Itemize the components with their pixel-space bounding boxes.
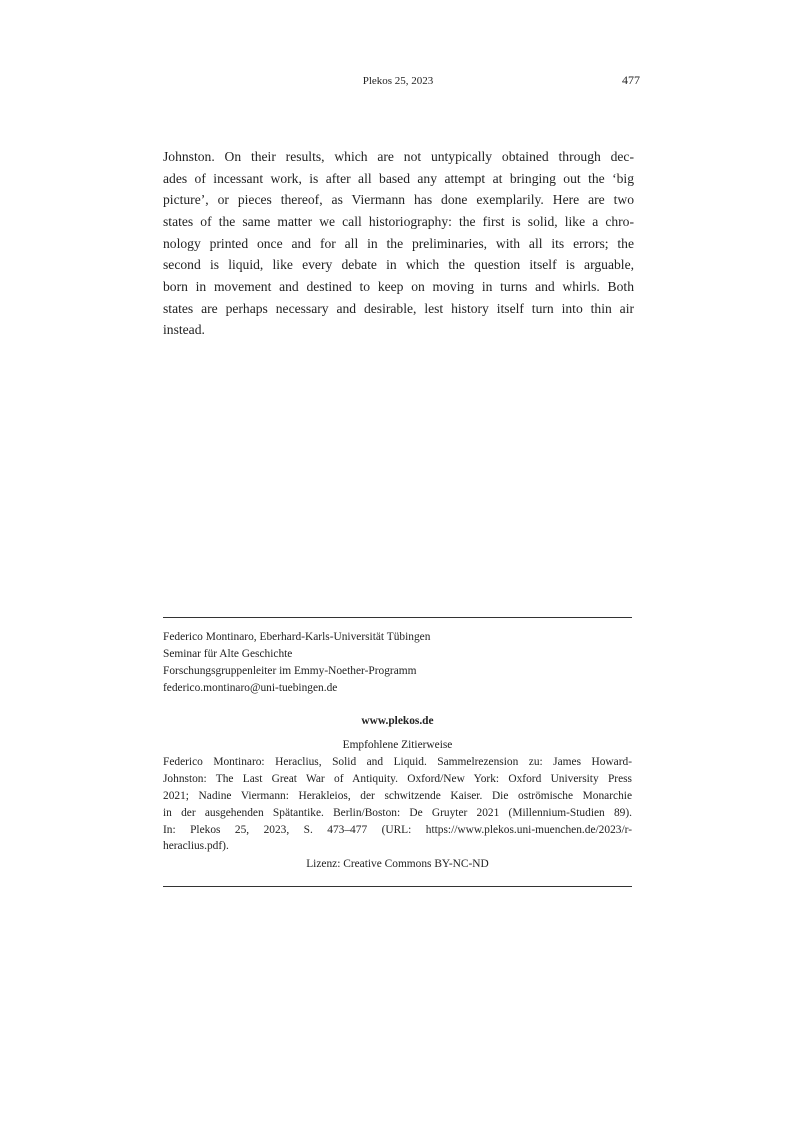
- page-number: 477: [622, 73, 640, 87]
- citation-heading: Empfohlene Zitierweise: [342, 739, 453, 751]
- body-line: second is liquid, like every debate in which the question itself is arguable,: [163, 257, 634, 272]
- divider-bottom: [163, 886, 632, 887]
- citation-line: 2021; Nadine Viermann: Herakleios, der schwitzende Kaiser. Die oströmische Monarchie: [163, 790, 632, 802]
- author-email[interactable]: federico.montinaro@uni-tuebingen.de: [163, 682, 338, 694]
- body-line: born in movement and destined to keep on moving in turns and whirls. Both: [163, 279, 634, 294]
- citation-line: heraclius.pdf).: [163, 840, 229, 852]
- website-link[interactable]: www.plekos.de: [361, 715, 434, 727]
- body-line: states are perhaps necessary and desirable, lest history itself turn into thin air: [163, 301, 634, 316]
- citation-line: Federico Montinaro: Heraclius, Solid and Liquid. Sammelrezension zu: James Howard-: [163, 756, 632, 768]
- body-line: nology printed once and for all in the preliminaries, with all its errors; the: [163, 236, 634, 251]
- author-name-affiliation: Federico Montinaro, Eberhard-Karls-Universität Tübingen: [163, 631, 431, 643]
- body-line: instead.: [163, 322, 205, 337]
- citation-line: in der ausgehenden Spätantike. Berlin/Boston: De Gruyter 2021 (Millennium-Studien 89).: [163, 807, 632, 819]
- running-header: Plekos 25, 2023: [362, 75, 434, 87]
- author-department: Seminar für Alte Geschichte: [163, 648, 293, 660]
- author-position: Forschungsgruppenleiter im Emmy-Noether-Programm: [163, 665, 417, 677]
- license: Lizenz: Creative Commons BY-NC-ND: [306, 858, 489, 870]
- body-line: ades of incessant work, is after all based any attempt at bringing out the ‘big: [163, 171, 634, 186]
- body-line: states of the same matter we call historiography: the first is solid, like a chro-: [163, 214, 634, 229]
- citation-line: In: Plekos 25, 2023, S. 473–477 (URL: https://www.plekos.uni-muenchen.de/2023/r-: [163, 824, 632, 836]
- body-line: picture’, or pieces thereof, as Viermann has done exemplarily. Here are two: [163, 192, 634, 207]
- divider-top: [163, 617, 632, 618]
- body-line: Johnston. On their results, which are not untypically obtained through dec-: [163, 149, 634, 164]
- citation-line: Johnston: The Last Great War of Antiquity. Oxford/New York: Oxford University Press: [163, 773, 632, 785]
